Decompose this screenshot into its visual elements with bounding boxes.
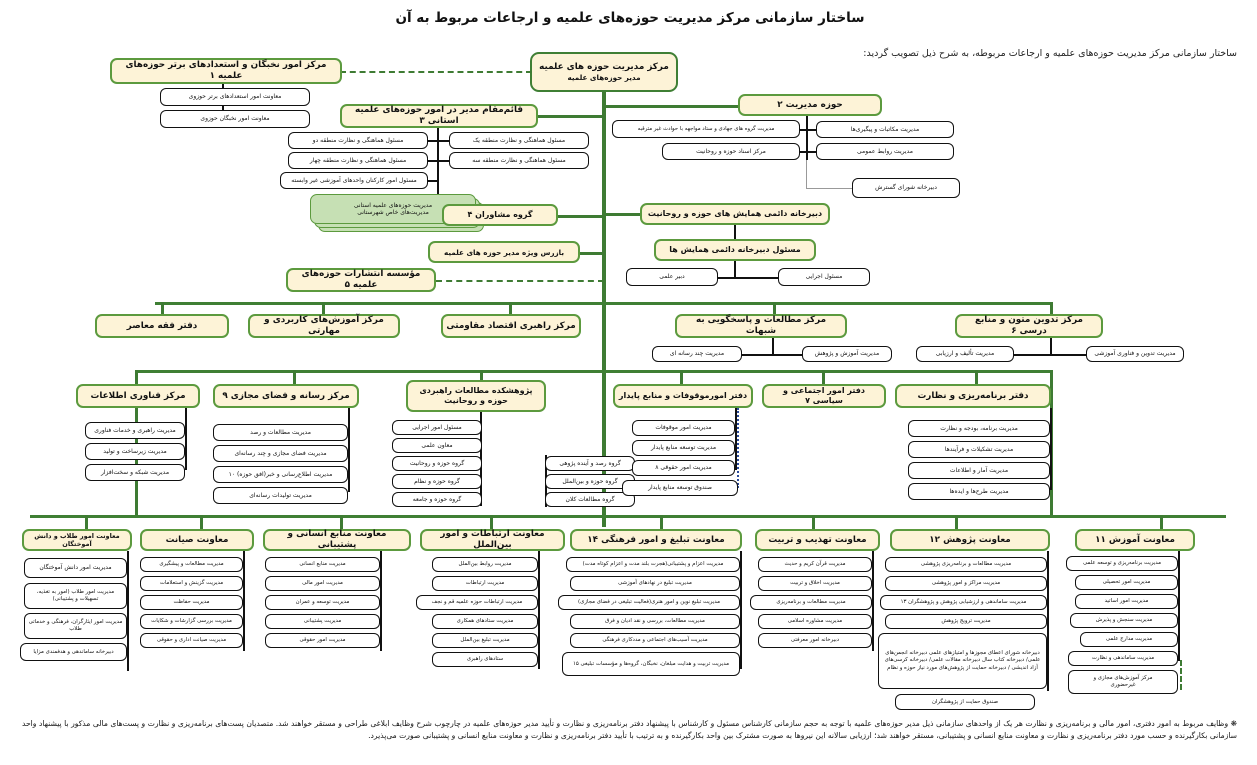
node-office3-child-2[interactable]: مدیریت امور حقوقی ۸: [632, 460, 735, 476]
node-inspector[interactable]: بازرس ویژه مدیر حوزه های علمیه: [428, 241, 580, 263]
stack-line2: مدیریت‌های خاص شهرستانی: [357, 209, 429, 216]
provincial-l-branch-0: [427, 140, 437, 142]
node-provincial-head[interactable]: قائم‌مقام مدیر در امور حوزه‌های علمیه استانی ۳: [340, 104, 538, 128]
node-dep2-child-4[interactable]: دبیرخانه امور معرفتی: [758, 633, 872, 648]
node-provincial-left-1[interactable]: مسئول هماهنگی و نظارت منطقه چهار: [288, 152, 428, 169]
dep6-spine: [243, 551, 245, 651]
gostaresh-gray-v: [806, 160, 807, 188]
node-office5-child-3[interactable]: مدیریت طرح‌ها و ایده‌ها: [908, 483, 1050, 500]
node-office2-right-2[interactable]: گروه حوزه و روحانیت: [392, 456, 482, 471]
intro-text: ساختار سازمانی مرکز مدیریت حوزه‌های علمیه و ارجاعات مربوطه، به شرح ذیل تصویب گردید:: [863, 48, 1237, 59]
dep0-spine: [1178, 551, 1180, 661]
conference-link: [604, 213, 640, 216]
center3-h: [740, 354, 804, 356]
node-dep4-child-3[interactable]: مدیریت ستادهای همکاری: [432, 614, 538, 629]
node-conference-head[interactable]: دبیرخانه دائمی همایش های حوزه و روحانیت: [640, 203, 830, 225]
publications-dashed-link: [436, 280, 604, 282]
node-dep5-child-1[interactable]: مدیریت امور مالی: [265, 576, 380, 591]
node-dep3-child-1[interactable]: مدیریت تبلیغ در نهادهای آموزشی: [570, 576, 740, 591]
node-dep6-child-3[interactable]: مدیریت بررسی گزارشات و شکایات: [140, 614, 243, 629]
node-office0-child-2[interactable]: مدیریت شبکه و سخت‌افزار: [85, 464, 185, 481]
page-title: ساختار سازمانی مرکز مدیریت حوزه‌های علمیه و ارجاعات مربوط به آن: [395, 10, 865, 26]
node-office2-left-1[interactable]: گروه حوزه و بین‌الملل: [545, 474, 635, 489]
centers-bus: [155, 302, 1053, 305]
node-dep7-child-2[interactable]: مدیریت امور ایثارگران، فرهنگی و خدماتی طلاب: [24, 613, 127, 639]
node-office2-left-2[interactable]: گروه مطالعات کلان: [545, 492, 635, 507]
offices-drop-4: [822, 370, 825, 384]
node-dep4-child-4[interactable]: مدیریت تبلیغ بین‌الملل: [432, 633, 538, 648]
node-provincial-right-0[interactable]: مسئول هماهنگی و نظارت منطقه یک: [449, 132, 589, 149]
node-office1-child-2[interactable]: مدیریت اطلاع‌رسانی و خبر(افق حوزه) ۱۰: [213, 466, 348, 483]
node-dabirkhane-gostaresh[interactable]: دبیرخانه شورای گسترش: [852, 178, 960, 198]
office0-spine: [185, 408, 187, 470]
centers-drop-1: [322, 302, 325, 314]
dep0-dashed-l1: مرکز آموزش‌های مجازی و: [1093, 675, 1153, 682]
centers-drop-2: [509, 302, 512, 314]
node-office-0[interactable]: مرکز فناوری اطلاعات: [76, 384, 200, 408]
node-conference-sub[interactable]: مسئول دبیرخانه دائمی همایش ها: [654, 239, 816, 261]
dep-drop-2: [812, 515, 815, 529]
node-office3-dotted-child[interactable]: صندوق توسعه منابع پایدار: [622, 480, 738, 496]
node-nokhbegan-center[interactable]: مرکز امور نخبگان و استعدادهای برتر حوزه‌های علمیه ۱: [110, 58, 342, 84]
node-dep5-child-2[interactable]: مدیریت توسعه و عمران: [265, 595, 380, 610]
node-dep4-child-0[interactable]: مدیریت روابط بین‌الملل: [432, 557, 538, 572]
office1-spine: [348, 408, 350, 492]
office2-title-l1: پژوهشکده مطالعات راهبردی: [419, 386, 533, 395]
node-office-2[interactable]: [406, 380, 546, 412]
dep-drop-6: [200, 515, 203, 529]
node-office5-child-2[interactable]: مدیریت آمار و اطلاعات: [908, 462, 1050, 479]
node-center-3[interactable]: مرکز مطالعات و پاسخگویی به شبهات: [675, 314, 847, 338]
dep7-spine: [127, 551, 129, 671]
node-center-1[interactable]: مرکز آموزش‌های کاربردی و مهارتی: [248, 314, 400, 338]
office2-title-l2: حوزه و روحانیت: [444, 396, 508, 405]
offices-bus: [135, 370, 1053, 373]
node-deputy-2[interactable]: معاونت تهذیب و تربیت: [755, 529, 880, 551]
node-management-head[interactable]: حوزه مدیریت ۲: [738, 94, 882, 116]
node-dep0-child-4[interactable]: مدیریت مدارج علمی: [1080, 632, 1178, 647]
node-office-5[interactable]: دفتر برنامه‌ریزی و نظارت: [895, 384, 1051, 408]
node-publications[interactable]: مؤسسه انتشارات حوزه‌های علمیه ۵: [286, 268, 436, 292]
node-dep3-child-4[interactable]: مدیریت آسیب‌های اجتماعی و مددکاری فرهنگی: [570, 633, 740, 648]
node-center4-left-0[interactable]: مدیریت تألیف و ارزیابی: [916, 346, 1014, 362]
node-advisors-group[interactable]: گروه مشاوران ۴: [442, 204, 558, 226]
nokhbegan-dashed-link: [340, 71, 532, 73]
node-office1-child-3[interactable]: مدیریت تولیدات رسانه‌ای: [213, 487, 348, 504]
node-dep2-child-3[interactable]: مدیریت مشاوره اسلامی: [758, 614, 872, 629]
dep2-spine: [872, 551, 874, 651]
gostaresh-gray-h: [806, 188, 852, 189]
node-dep3-child-0[interactable]: مدیریت اعزام و پشتیبانی(هجرت بلند مدت و اعزام کوتاه مدت): [566, 557, 740, 572]
node-management-right-1[interactable]: مدیریت روابط عمومی: [816, 143, 954, 160]
node-conference-child-0[interactable]: مسئول اجرایی: [778, 268, 870, 286]
node-dep6-child-4[interactable]: مدیریت صیانت اداری و حقوقی: [140, 633, 243, 648]
node-conference-child-1[interactable]: دبیر علمی: [626, 268, 718, 286]
advisors-link: [556, 215, 604, 218]
node-dep3-child-3[interactable]: مدیریت مطالعات، بررسی و نقد ادیان و فرق: [570, 614, 740, 629]
dep0-dashed-l2: غیرحضوری: [1110, 682, 1136, 688]
dep-drop-4: [490, 515, 493, 529]
provincial-r-branch-0: [439, 140, 449, 142]
node-dep5-child-3[interactable]: مدیریت پشتیبانی: [265, 614, 380, 629]
node-dep2-child-0[interactable]: مدیریت قرآن کریم و حدیث: [758, 557, 872, 572]
node-dep5-child-0[interactable]: مدیریت منابع انسانی: [265, 557, 380, 572]
node-management-left-1[interactable]: مرکز اسناد حوزه و روحانیت: [662, 143, 800, 160]
node-dep0-dashed-child[interactable]: [1068, 670, 1178, 694]
node-management-left-0[interactable]: مدیریت گروه های جهادی و ستاد مواجهه با حوادث غیر مترقبه: [612, 120, 800, 138]
dep3-spine: [740, 551, 742, 669]
node-provincial-right-1[interactable]: مسئول هماهنگی و نظارت منطقه سه: [449, 152, 589, 169]
centers-drop-0: [161, 302, 164, 314]
node-provincial-left-2[interactable]: مسئول امور کارکنان واحدهای آموزشی غیر وابسته: [280, 172, 428, 189]
node-deputy-4[interactable]: معاونت ارتباطات و امور بین‌الملل: [420, 529, 565, 551]
node-management-right-0[interactable]: مدیریت مکاتبات و پیگیری‌ها: [816, 121, 954, 138]
node-office2-right-4[interactable]: گروه حوزه و جامعه: [392, 492, 482, 507]
node-deputy-7[interactable]: معاونت امور طلاب و دانش آموختگان: [22, 529, 132, 551]
node-office5-child-1[interactable]: مدیریت تشکیلات و فرآیندها: [908, 441, 1050, 458]
dep5-spine: [380, 551, 382, 651]
dep-drop-7: [85, 515, 88, 529]
node-office2-left-0[interactable]: گروه رصد و آینده پژوهی: [545, 456, 635, 471]
node-dep1-last-child[interactable]: صندوق حمایت از پژوهشگران: [895, 694, 1035, 710]
provincial-l-branch-1: [427, 160, 437, 162]
node-dep7-child-0[interactable]: مدیریت امور دانش آموختگان: [24, 558, 127, 578]
dep-drop-5: [340, 515, 343, 529]
node-deputy-1[interactable]: معاونت پژوهش ۱۲: [890, 529, 1050, 551]
node-center3-left-0[interactable]: مدیریت چند رسانه ای: [652, 346, 742, 362]
node-office3-child-0[interactable]: مدیریت امور موقوفات: [632, 420, 735, 436]
management-r-branch-0: [808, 129, 816, 131]
node-dep0-child-5[interactable]: مدیریت ساماندهی و نظارت: [1068, 651, 1178, 666]
office3-dotted-v: [737, 408, 739, 488]
inspector-link: [578, 252, 604, 255]
centers-drop-4: [1050, 302, 1053, 314]
centers-drop-3: [773, 302, 776, 314]
management-spine: [806, 116, 808, 160]
conference-v1: [734, 225, 736, 240]
node-dep4-child-5[interactable]: ستادهای راهبری: [432, 652, 538, 667]
center4-h: [1012, 354, 1088, 356]
node-center4-right-0[interactable]: مدیریت تدوین و فناوری آموزشی: [1086, 346, 1184, 362]
node-office-1[interactable]: مرکز رسانه و فضای مجازی ۹: [213, 384, 359, 408]
node-dep3-child-2[interactable]: مدیریت تبلیغ نوین و امور هنری(فعالیت تبلیغی در فضای مجازی): [558, 595, 740, 610]
provincial-l-branch-2: [427, 180, 437, 182]
node-dep4-child-2[interactable]: مدیریت ارتباطات حوزه علمیه قم و نجف: [416, 595, 538, 610]
node-dep0-child-3[interactable]: مدیریت سنجش و پذیرش: [1070, 613, 1178, 628]
management-r-branch-1: [808, 151, 816, 153]
node-office3-child-1[interactable]: مدیریت توسعه منابع پایدار: [632, 440, 735, 456]
dep-drop-0: [1160, 515, 1163, 529]
office5-spine: [1050, 408, 1052, 490]
dep4-spine: [538, 551, 540, 669]
node-dep7-child-1[interactable]: مدیریت امور طلاب (امور به تغذیه، تسهیلات و پشتیبانی): [24, 583, 127, 609]
node-nokhbegan-child-1[interactable]: معاونت امور نخبگان حوزوی: [160, 110, 310, 128]
node-dep4-child-1[interactable]: مدیریت ارتباطات: [432, 576, 538, 591]
deputies-bus: [30, 515, 1226, 518]
node-office2-right-3[interactable]: گروه حوزه و نظام: [392, 474, 482, 489]
node-provincial-left-0[interactable]: مسئول هماهنگی و نظارت منطقه دو: [288, 132, 428, 149]
node-dep1-child-3[interactable]: مدیریت ترویج پژوهش: [885, 614, 1047, 629]
offices-drop-1: [293, 370, 296, 384]
node-dep1-big-child[interactable]: دبیرخانه شورای اعطای مجوزها و امتیازهای علمی دبیرخانه انجمن‌های علمی/ دبیرخانه کتاب سال دبیرخانه مقالات علمی/ دبیرخانه کرسی‌های آزاد اندیشی / دبیرخانه حمایت از پژوهش‌های مورد نیاز حوزه و نظام: [878, 633, 1047, 689]
node-dep2-child-1[interactable]: مدیریت اخلاق و تربیت: [758, 576, 872, 591]
node-deputy-5[interactable]: معاونت منابع انسانی و پشتیبانی: [263, 529, 411, 551]
node-office0-child-0[interactable]: مدیریت راهبری و خدمات فناوری: [85, 422, 185, 439]
node-dep1-child-1[interactable]: مدیریت مراکز و امور پژوهشی: [885, 576, 1047, 591]
node-center-0[interactable]: دفتر فقه معاصر: [95, 314, 229, 338]
offices-drop-3: [680, 370, 683, 384]
offices-drop-5: [975, 370, 978, 384]
node-deputy-3[interactable]: معاونت تبلیغ و امور فرهنگی ۱۴: [570, 529, 742, 551]
dep-drop-3: [660, 515, 663, 529]
dep0-dashed-v: [1180, 660, 1182, 690]
node-center-2[interactable]: مرکز راهبری اقتصاد مقاومتی: [441, 314, 581, 338]
provincial-r-branch-1: [439, 160, 449, 162]
node-office0-child-1[interactable]: مدیریت زیرساخت و تولید: [85, 443, 185, 460]
root-line1: مرکز مدیریت حوزه های علمیه: [539, 62, 669, 72]
node-dep7-child-3[interactable]: دبیرخانه ساماندهی و هدفمندی مزایا: [20, 643, 127, 661]
node-deputy-0[interactable]: معاونت آموزش ۱۱: [1075, 529, 1195, 551]
root-line2: مدیر حوزه‌های علمیه: [567, 72, 641, 82]
footnote-text: ❋ وظایف مربوط به امور دفتری، امور مالی و برنامه‌ریزی و نظارت هر یک از واحدهای سازمانی ذیل مدیر حوزه‌های علمیه با توجه به حجم سازمانی کارشناس مسئول و کارشناس با پیشنهاد دفتر برنامه‌ریزی و نظارت و تأیید مدیر حوزه‌های علمیه در چارچوب شرح وظایف ابلاغی طراحی و مستقر خواهند شد. متصدیان پست‌های برنامه‌ریزی و نظارت و پست‌های مالی مذکور با پیشنهاد واحد سازمانی بکارگیرنده و حسب مورد دفتر برنامه‌ریزی و نظارت و معاونت منابع انسانی و پشتیبانی، مستقر خواهند شد؛ ارزیابی سالانه این نیروها به صورت مشترک بین واحد بکارگیرنده و به ترتیب با تأیید دفتر برنامه‌ریزی و نظارت و معاونت منابع انسانی و پشتیبانی صورت می‌پذیرد.: [22, 719, 1237, 740]
node-dep1-child-2[interactable]: مدیریت ساماندهی و ارزشیابی پژوهش و پژوهشگران ۱۳: [880, 595, 1047, 610]
node-center3-right-0[interactable]: مدیریت آموزش و پژوهش: [802, 346, 892, 362]
node-dep0-child-1[interactable]: مدیریت امور تحصیلی: [1075, 575, 1178, 590]
dep1-spine: [1047, 551, 1049, 691]
node-dep2-child-2[interactable]: مدیریت مطالعات و برنامه‌ریزی: [750, 595, 872, 610]
node-center-4[interactable]: مرکز تدوین متون و منابع درسی ۶: [955, 314, 1103, 338]
management-link: [604, 105, 740, 108]
node-dep5-child-4[interactable]: مدیریت امور حقوقی: [265, 633, 380, 648]
node-office-4[interactable]: دفتر امور اجتماعی و سیاسی ۷: [762, 384, 886, 408]
node-dep6-child-2[interactable]: مدیریت حفاظت: [140, 595, 243, 610]
node-dep6-child-1[interactable]: مدیریت گزینش و استعلامات: [140, 576, 243, 591]
node-dep0-child-2[interactable]: مدیریت امور اساتید: [1075, 594, 1178, 609]
offices-drop-0: [135, 370, 138, 384]
node-dep6-child-0[interactable]: مدیریت مطالعات و پیشگیری: [140, 557, 243, 572]
node-dep3-child-5[interactable]: مدیریت تربیت و هدایت مبلغان، نخبگان، گروه‌ها و مؤسسات تبلیغی ۱۵: [562, 652, 740, 676]
node-deputy-6[interactable]: معاونت صیانت: [140, 529, 254, 551]
dep-drop-1: [955, 515, 958, 529]
node-office2-right-0[interactable]: مسئول امور اجرایی: [392, 420, 482, 435]
node-office1-child-1[interactable]: مدیریت فضای مجازی و چند رسانه‌ای: [213, 445, 348, 462]
node-office5-child-0[interactable]: مدیریت برنامه، بودجه و نظارت: [908, 420, 1050, 437]
node-office-3[interactable]: دفتر امورموقوفات و منابع پایدار: [613, 384, 753, 408]
root-node[interactable]: [530, 52, 678, 92]
node-dep0-child-0[interactable]: مدیریت برنامه‌ریزی و توسعه علمی: [1066, 556, 1178, 571]
node-office1-child-0[interactable]: مدیریت مطالعات و رصد: [213, 424, 348, 441]
node-office2-right-1[interactable]: معاون علمی: [392, 438, 482, 453]
stack-line1: مدیریت حوزه‌های علمیه استانی: [353, 201, 433, 209]
node-dep1-child-0[interactable]: مدیریت مطالعات و برنامه‌ریزی پژوهشی: [885, 557, 1047, 572]
node-nokhbegan-child-0[interactable]: معاونت امور استعدادهای برتر حوزوی: [160, 88, 310, 106]
